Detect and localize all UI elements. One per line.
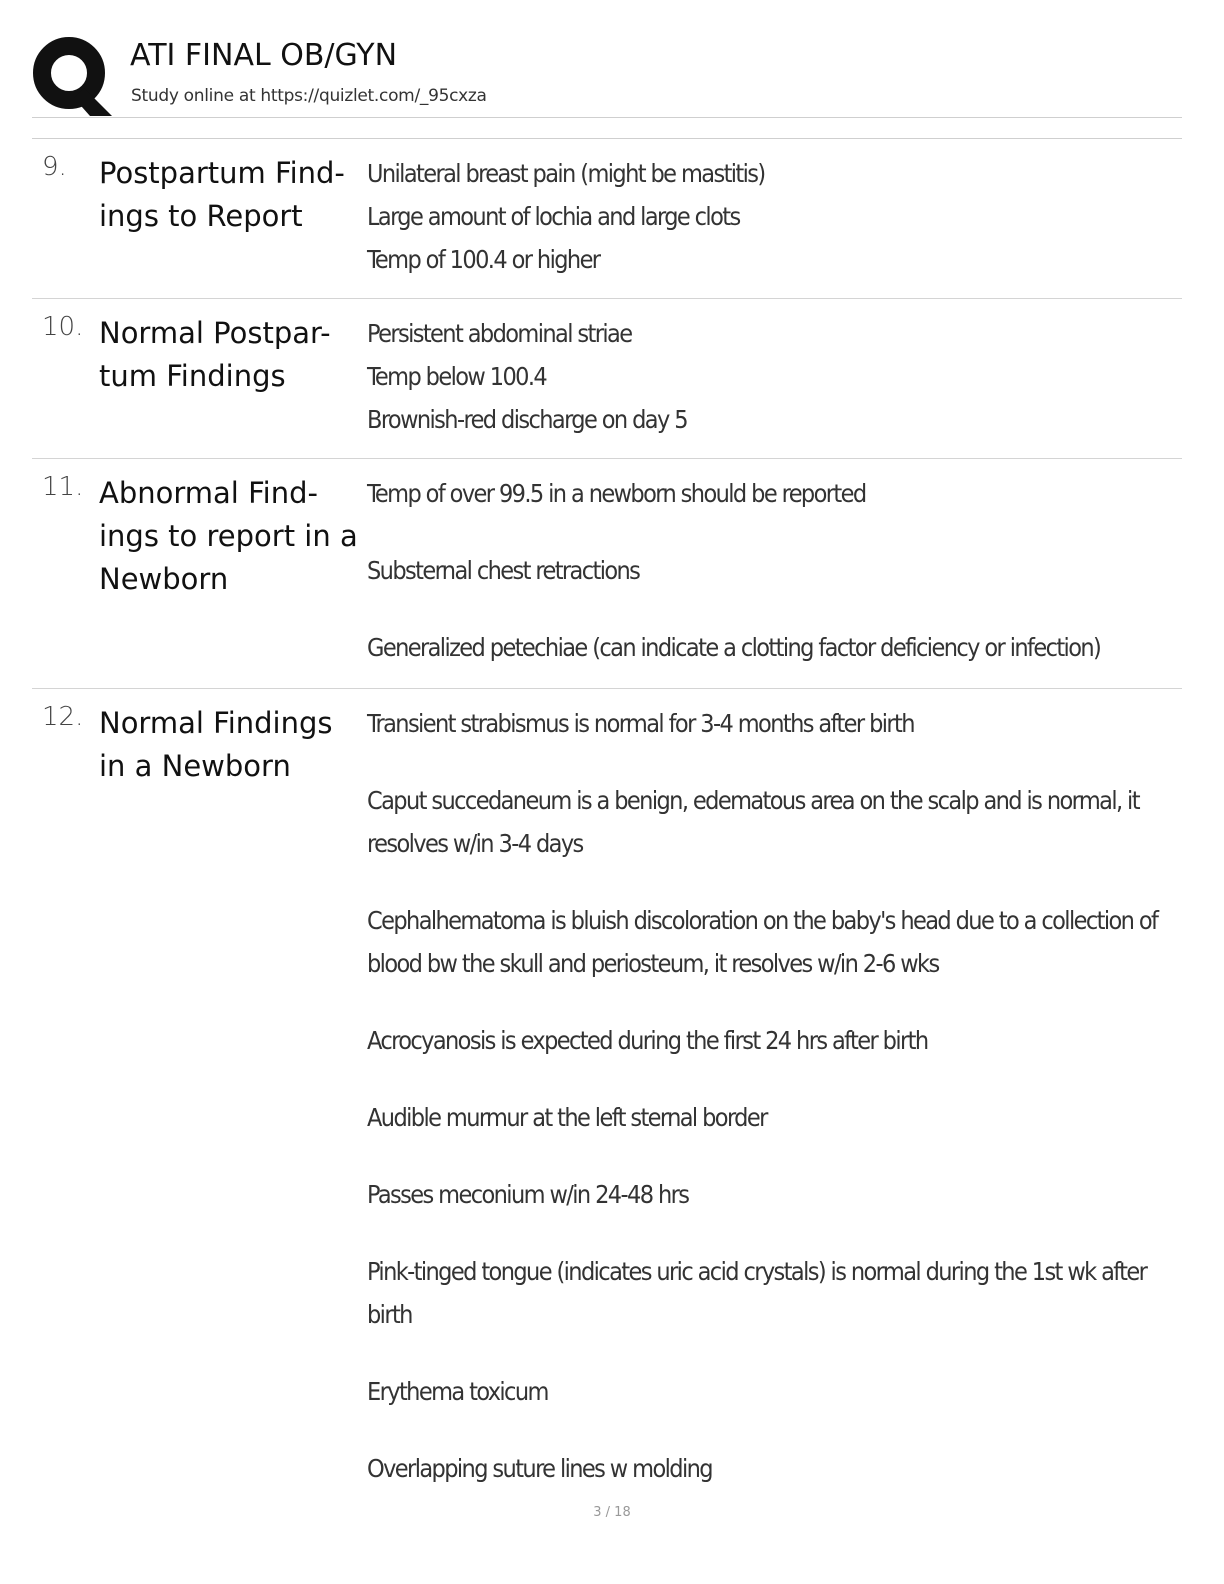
definition-paragraph: Transient strabismus is normal for 3-4 months after birth (367, 709, 914, 738)
page-indicator: 3 / 18 (593, 1505, 631, 1520)
card-term: Normal Postpar- tum Findings (99, 316, 331, 393)
card-definition (367, 312, 1177, 441)
definition-line: Unilateral breast pain (might be mastitis) (367, 159, 765, 188)
header-rule-top (32, 117, 1182, 118)
card-term: Abnormal Find- ings to report in a Newborn (99, 476, 358, 596)
card-divider (32, 688, 1182, 689)
definition-line: Persistent abdominal striae (367, 319, 632, 348)
document-title: ATI FINAL OB/GYN (130, 38, 398, 73)
card-term: Normal Findings in a Newborn (99, 706, 333, 783)
definition-line: Temp of 100.4 or higher (367, 245, 600, 274)
definition-paragraph: Substernal chest retractions (367, 556, 640, 585)
card-definition (367, 702, 1177, 1490)
card-definition (367, 152, 1177, 281)
card-number: 11. (42, 472, 84, 502)
header-rule-bottom (32, 138, 1182, 139)
card-number: 12. (42, 702, 84, 732)
definition-paragraph: Erythema toxicum (367, 1377, 548, 1406)
card-divider (32, 298, 1182, 299)
card-number: 9. (42, 152, 67, 182)
card-definition (367, 472, 1177, 669)
card-divider (32, 458, 1182, 459)
definition-line: Brownish-red discharge on day 5 (367, 405, 687, 434)
definition-paragraph: Cephalhematoma is bluish discoloration on the baby's head due to a collection of blood bw the skull and periosteum, it resolves w/in 2-6 wks (367, 906, 1158, 978)
definition-paragraph: Acrocyanosis is expected during the first 24 hrs after birth (367, 1026, 928, 1055)
card-term: Postpartum Find- ings to Report (99, 156, 345, 233)
definition-paragraph: Generalized petechiae (can indicate a clotting factor deficiency or infection) (367, 633, 1101, 662)
quizlet-logo-icon (32, 36, 112, 116)
document-header (32, 30, 1182, 116)
definition-line: Large amount of lochia and large clots (367, 202, 740, 231)
definition-paragraph: Overlapping suture lines w molding (367, 1454, 712, 1483)
definition-line: Temp below 100.4 (367, 362, 547, 391)
study-link-text: Study online at https://quizlet.com/_95cxza (131, 86, 487, 106)
definition-paragraph: Passes meconium w/in 24-48 hrs (367, 1180, 689, 1209)
definition-paragraph: Temp of over 99.5 in a newborn should be reported (367, 479, 866, 508)
definition-paragraph: Pink-tinged tongue (indicates uric acid crystals) is normal during the 1st wk after birth (367, 1257, 1147, 1329)
definition-paragraph: Caput succedaneum is a benign, edematous area on the scalp and is normal, it resolves w/in 3-4 days (367, 786, 1139, 858)
card-number: 10. (42, 312, 84, 342)
definition-paragraph: Audible murmur at the left sternal border (367, 1103, 767, 1132)
